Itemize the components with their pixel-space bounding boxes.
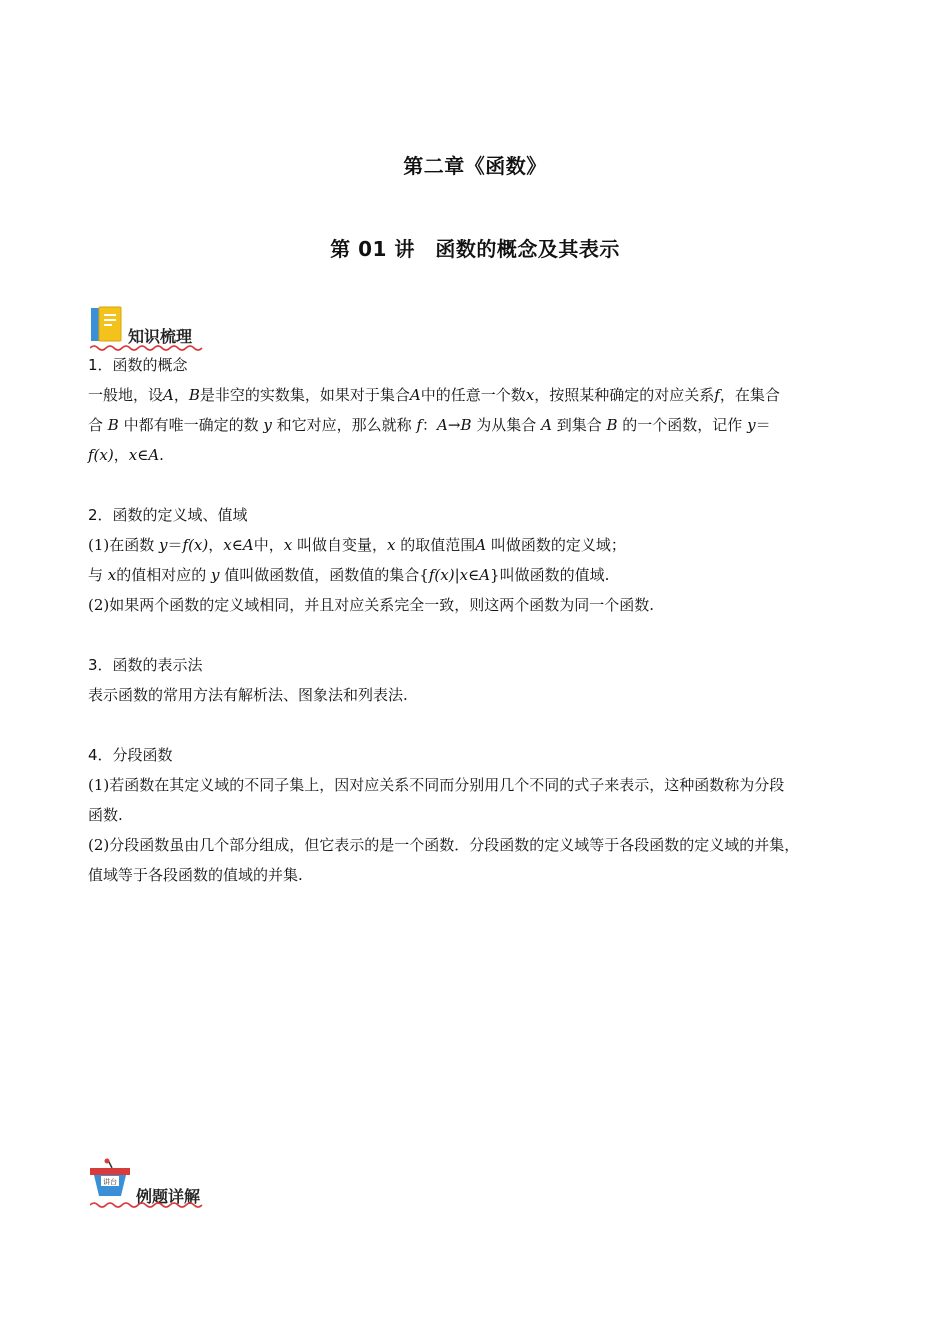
piecewise-line-2: 函数. [88, 806, 123, 824]
podium-icon [88, 1158, 134, 1198]
piecewise-line-3: (2)分段函数虽由几个部分组成，但它表示的是一个函数．分段函数的定义域等于各段函数的定义域的并集， [88, 836, 800, 854]
wave-underline-icon [90, 1201, 205, 1209]
knowledge-section-label: 知识梳理 [128, 327, 193, 346]
section-heading-domain-range: 2．函数的定义域、值域 [88, 506, 248, 524]
section-heading-piecewise: 4．分段函数 [88, 746, 173, 764]
concept-paragraph: 一般地，设A，B是非空的实数集，如果对于集合A中的任意一个数x，按照某种确定的对应关系f，在集合 合 B 中都有唯一确定的数 y 和它对应，那么就称 f：A→B 为从集合 A 到集合 B 的一个函数，记作 y＝ f(x)，x∈A. [88, 386, 780, 464]
piecewise-line-1: (1)若函数在其定义域的不同子集上，因对应关系不同而分别用几个不同的式子来表示，这种函数称为分段 [88, 776, 785, 794]
domain-line-3: (2)如果两个函数的定义域相同，并且对应关系完全一致，则这两个函数为同一个函数. [88, 596, 655, 614]
representation-line: 表示函数的常用方法有解析法、图象法和列表法. [88, 686, 408, 704]
domain-line-2: 与 x的值相对应的 y 值叫做函数值，函数值的集合{f(x)|x∈A}叫做函数的值域. [88, 566, 610, 584]
examples-section-label: 例题详解 [136, 1187, 201, 1206]
knowledge-section-header [88, 306, 218, 352]
section-heading-concept: 1．函数的概念 [88, 356, 188, 374]
book-icon [90, 306, 124, 344]
knowledge-content [88, 350, 878, 890]
domain-line-1: (1)在函数 y＝f(x)，x∈A中，x 叫做自变量，x 的取值范围A 叫做函数的定义域； [88, 536, 626, 554]
piecewise-line-4: 值域等于各段函数的值域的并集. [88, 866, 303, 884]
examples-section-header [88, 1158, 218, 1204]
section-heading-representation: 3．函数的表示法 [88, 656, 203, 674]
lecture-title: 第 01 讲 函数的概念及其表示 [330, 237, 620, 261]
chapter-title: 第二章《函数》 [403, 154, 547, 178]
podium-label: 讲台 [103, 1178, 117, 1186]
